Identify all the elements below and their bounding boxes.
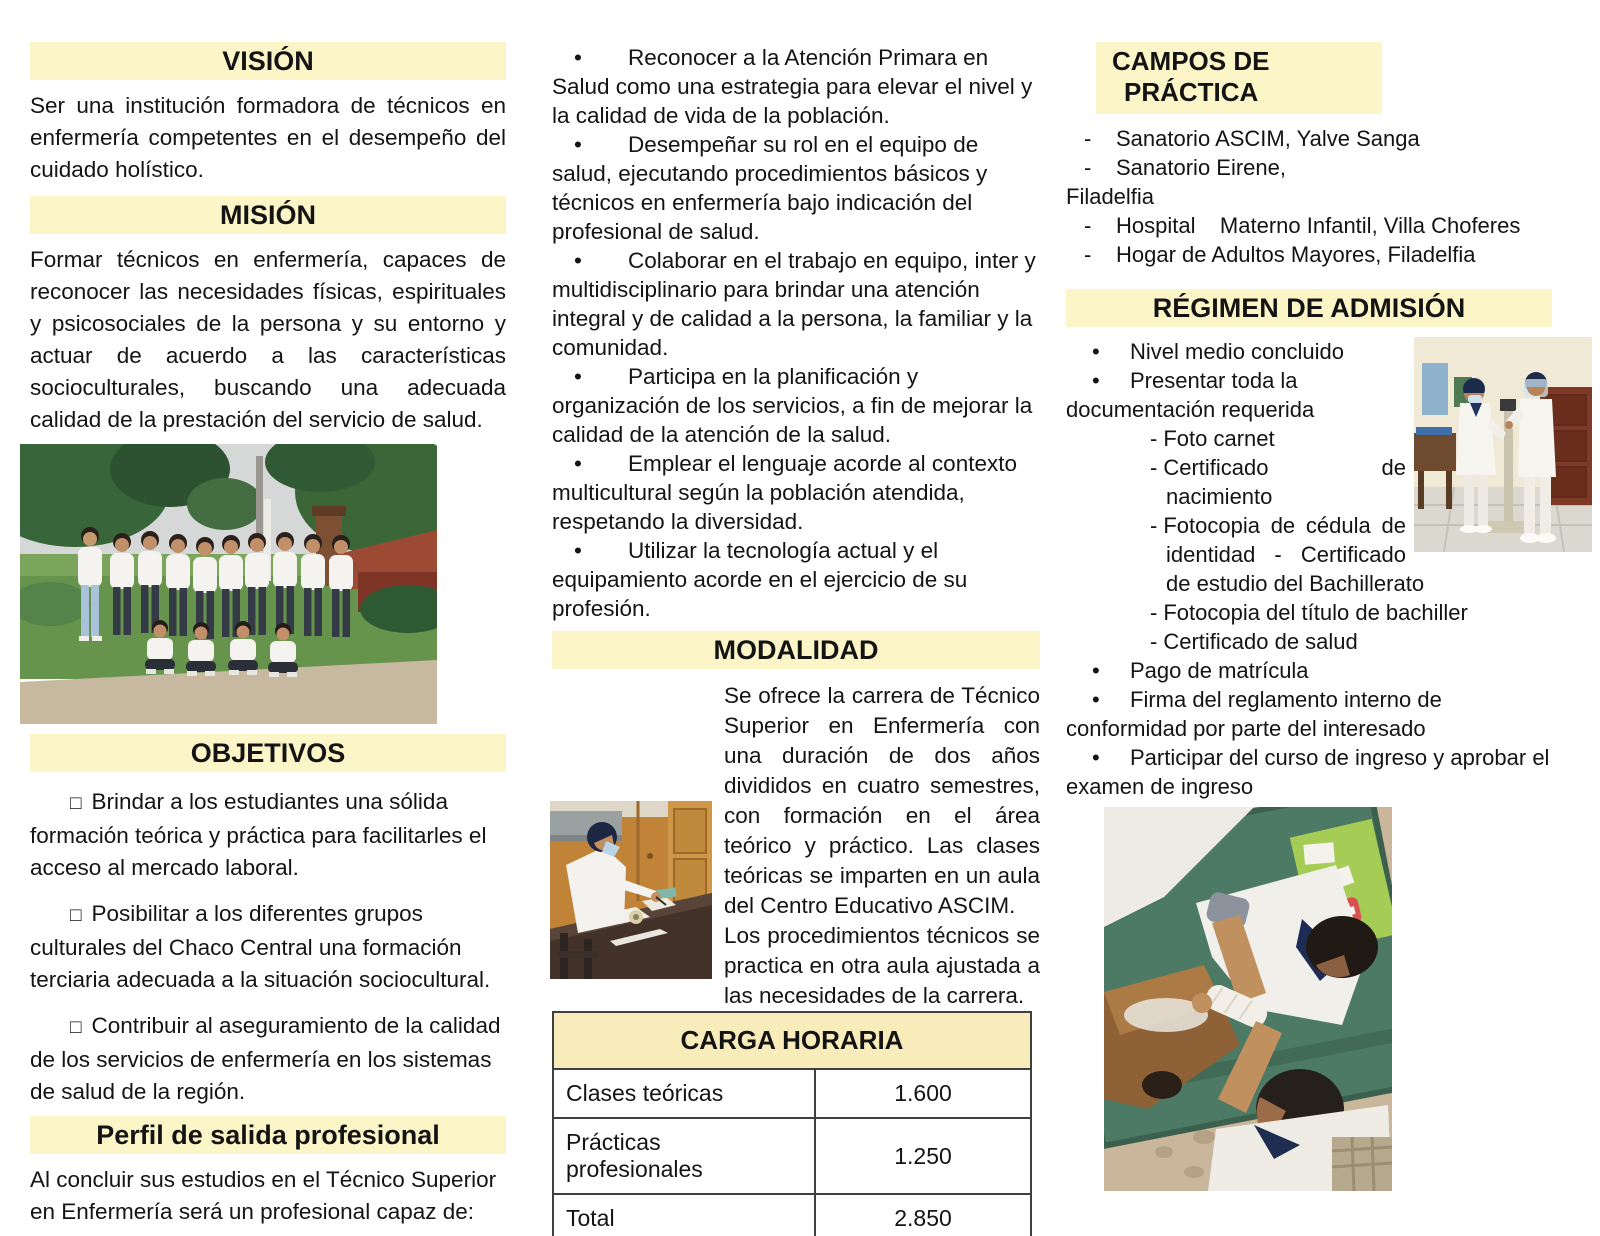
left-column	[30, 0, 506, 1228]
modalidad-paragraph-2: Los procedimientos técnicos se practica en otra aula ajustada a las necesidades de la carrera.	[724, 923, 1040, 1008]
dash-bullet-icon: -	[1084, 242, 1092, 267]
list-item: • Presentar toda la documentación requerida	[1066, 368, 1315, 422]
dash-bullet-icon: -	[1150, 629, 1158, 654]
square-bullet-icon: □	[70, 793, 82, 814]
weighing-practice-photo	[1414, 337, 1592, 552]
sub-list-item: - Fotocopia del título de bachiller	[1150, 600, 1468, 625]
table-row	[553, 1194, 1031, 1236]
row-value: 2.850	[815, 1194, 1031, 1236]
list-item: - Sanatorio Eirene,	[1084, 155, 1286, 180]
dash-bullet-icon: -	[1150, 426, 1158, 451]
list-item: Filadelfia	[1066, 184, 1155, 209]
dash-bullet-icon: -	[1150, 513, 1158, 538]
list-item: • Participar del curso de ingreso y aprobar el examen de ingreso	[1066, 745, 1550, 799]
objetivo-item: □ Posibilitar a los diferentes grupos culturales del Chaco Central una formación terciaria adecuada a la situación sociocultural.	[30, 901, 491, 992]
row-label: Clases teóricas	[553, 1069, 815, 1118]
list-item: • Nivel medio concluido	[1066, 337, 1552, 366]
dot-bullet-icon: •	[1092, 745, 1100, 770]
dot-bullet-icon: •	[574, 451, 582, 476]
sub-list-item: - Certificado de salud	[1150, 629, 1358, 654]
list-item: • Utilizar la tecnología actual y el equipamiento acorde en el ejercicio de su profesión.	[552, 538, 968, 621]
student-writing-photo	[550, 801, 712, 979]
perfil-paragraph: Al concluir sus estudios en el Técnico Superior en Enfermería será un profesional capaz de:	[30, 1167, 497, 1224]
square-bullet-icon: □	[70, 1017, 82, 1038]
dot-bullet-icon: •	[574, 364, 582, 389]
section-header-campos: CAMPOS DE PRÁCTICA	[1096, 42, 1382, 114]
row-label: Total	[553, 1194, 815, 1236]
dot-bullet-icon: •	[574, 248, 582, 273]
students-group-photo	[20, 444, 437, 724]
dash-bullet-icon: -	[1150, 600, 1158, 625]
dot-bullet-icon: •	[574, 132, 582, 157]
table-row	[553, 1069, 1031, 1118]
section-header-vision: VISIÓN	[30, 42, 506, 80]
regimen-list	[1066, 337, 1552, 801]
table-row	[553, 1118, 1031, 1194]
middle-column	[552, 0, 1040, 1236]
right-column	[1066, 0, 1552, 1191]
table-title: CARGA HORARIA	[553, 1012, 1031, 1069]
dash-bullet-icon: -	[1084, 213, 1092, 238]
dot-bullet-icon: •	[1092, 339, 1100, 364]
sub-list-item: - Fotocopia de cédula de identidad - Certificado de estudio del Bachillerato	[1150, 513, 1425, 596]
row-value: 1.250	[815, 1118, 1031, 1194]
dot-bullet-icon: •	[1092, 687, 1100, 712]
mision-paragraph: Formar técnicos en enfermería, capaces de reconocer las necesidades físicas, espirituales y psicosociales de la persona y su entorno y actuar de acuerdo a las características socioculturales, buscando una adecuada calidad de la prestación del servicio de salud.	[30, 247, 506, 432]
section-header-regimen: RÉGIMEN DE ADMISIÓN	[1066, 289, 1552, 327]
carga-horaria-table	[552, 1011, 1032, 1236]
dot-bullet-icon: •	[574, 45, 582, 70]
objetivo-item: □ Brindar a los estudiantes una sólida formación teórica y práctica para facilitarles el acceso al mercado laboral.	[30, 789, 487, 880]
dash-bullet-icon: -	[1150, 455, 1158, 480]
list-item: - Hogar de Adultos Mayores, Filadelfia	[1084, 242, 1476, 267]
row-value: 1.600	[815, 1069, 1031, 1118]
dash-bullet-icon: -	[1084, 155, 1092, 180]
dot-bullet-icon: •	[1092, 368, 1100, 393]
dot-bullet-icon: •	[1092, 658, 1100, 683]
list-item: • Desempeñar su rol en el equipo de salud, ejecutando procedimientos básicos y técnicos en enfermería bajo indicación del profesional de salud.	[552, 132, 988, 244]
row-label: Prácticas profesionales	[553, 1118, 815, 1194]
vision-paragraph: Ser una institución formadora de técnicos en enfermería competentes en el desempeño del cuidado holístico.	[30, 93, 506, 182]
section-header-objetivos: OBJETIVOS	[30, 734, 506, 772]
square-bullet-icon: □	[70, 905, 82, 926]
section-header-modalidad: MODALIDAD	[552, 631, 1040, 669]
section-header-mision: MISIÓN	[30, 196, 506, 234]
sub-list-item: - Foto carnet	[1150, 426, 1275, 451]
dash-bullet-icon: -	[1084, 126, 1092, 151]
section-header-perfil: Perfil de salida profesional	[30, 1116, 506, 1154]
list-item: - Sanatorio ASCIM, Yalve Sanga	[1084, 126, 1420, 151]
list-item: • Colaborar en el trabajo en equipo, inter y multidisciplinario para brindar una atención integral y de calidad a la persona, la familiar y la comunidad.	[552, 248, 1036, 360]
list-item: • Reconocer a la Atención Primara en Salud como una estrategia para elevar el nivel y la calidad de vida de la población.	[552, 45, 1033, 128]
table-header-row	[553, 1012, 1031, 1069]
modalidad-paragraph: Se ofrece la carrera de Técnico Superior en Enfermería con una duración de dos años divididos en cuatro semestres, con formación en el área teórico y práctico. Las clases teóricas se imparten en un aula del Centro Educativo ASCIM.	[552, 681, 1040, 921]
list-item: • Emplear el lenguaje acorde al contexto multicultural según la población atendida, respetando la diversidad.	[552, 451, 1017, 534]
list-item: • Participa en la planificación y organización de los servicios, a fin de mejorar la calidad de la atención de la salud.	[552, 364, 1033, 447]
list-item: • Pago de matrícula	[1066, 656, 1552, 685]
list-item: - Hospital Materno Infantil, Villa Choferes	[1084, 213, 1521, 238]
bandaging-practice-photo	[1104, 807, 1392, 1191]
list-item: • Firma del reglamento interno de conformidad por parte del interesado	[1066, 687, 1442, 741]
dot-bullet-icon: •	[574, 538, 582, 563]
sub-list-item: - Certificado de nacimiento	[1150, 455, 1406, 509]
objetivo-item: □ Contribuir al aseguramiento de la calidad de los servicios de enfermería en los sistemas de salud de la región.	[30, 1013, 501, 1104]
